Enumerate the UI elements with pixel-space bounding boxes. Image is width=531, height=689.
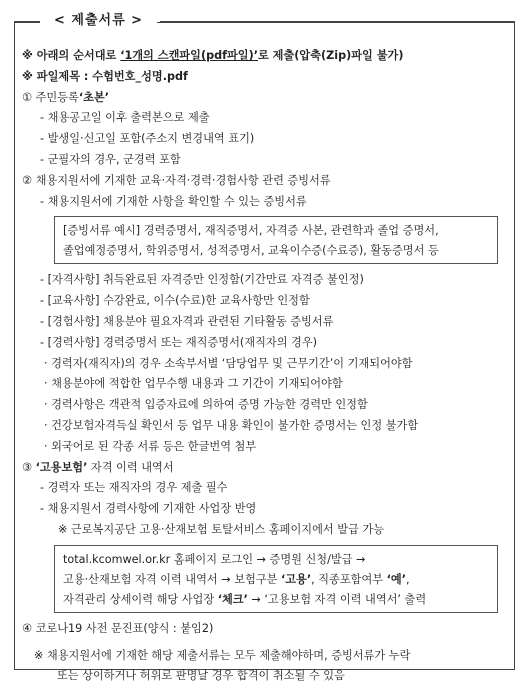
notice-file-name: ※ 파일제목 : 수험번호_성명.pdf	[22, 69, 188, 83]
career-bullet: · 외국어로 된 각종 서류 등은 한글번역 첨부	[44, 439, 257, 453]
item-1-sub: - 채용공고일 이후 출력본으로 제출	[40, 111, 210, 125]
insurance-steps-box	[54, 545, 498, 613]
insurance-step-line	[63, 590, 491, 610]
career-bullet: · 채용분야에 적합한 업무수행 내용과 그 기간이 기재되어야함	[44, 377, 343, 391]
step-text: 자격관리 상세이력 해당 사업장	[63, 592, 218, 606]
item-3-prefix: ③	[22, 460, 36, 474]
step-text: ,	[405, 572, 410, 586]
item-3	[22, 458, 510, 479]
item-1	[22, 88, 510, 109]
item-1-prefix: ① 주민등록	[22, 90, 79, 104]
insurance-step-line	[63, 570, 491, 590]
notice-highlight: ‘1개의 스캔파일(pdf파일)’	[120, 49, 258, 62]
title-rule-left	[14, 21, 40, 22]
document-content	[22, 46, 510, 687]
item-3-suffix: 자격 이력 내역서	[87, 460, 174, 474]
evidence-examples-line: [증빙서류 예시] 경력증명서, 재직증명서, 자격증 사본, 관련학과 졸업 증명서,	[63, 224, 439, 238]
step-text: → ‘고용보험 자격 이력 내역서’ 출력	[247, 592, 427, 606]
step-text: , 직종포함여부	[311, 572, 387, 586]
item-2: ② 채용지원서에 기재한 교육·자격·경력·경험사항 관련 증빙서류	[22, 173, 331, 187]
item-2-sub: - 채용지원서에 기재한 사항을 확인할 수 있는 증빙서류	[40, 194, 307, 208]
title-rule-right	[160, 21, 515, 22]
step-bold: ‘예’	[386, 572, 406, 586]
career-bullet: · 경력사항은 객관적 입증자료에 의하여 증명 가능한 경력만 인정함	[44, 398, 368, 412]
step-text: 고용·산재보험 자격 이력 내역서 → 보험구분	[63, 572, 281, 586]
item-2-sub: - [경력사항] 경력증명서 또는 재직증명서(재직자의 경우)	[40, 335, 318, 349]
section-title: < 제출서류 >	[40, 8, 157, 34]
step-bold: ‘고용’	[281, 572, 312, 586]
career-bullet: · 경력자(재직자)의 경우 소속부서별 ‘담당업무 및 근무기간’이 기재되어야함	[44, 356, 413, 370]
insurance-step-line: total.kcomwel.or.kr 홈페이지 로그인 → 증명원 신청/발급 →	[63, 552, 366, 566]
item-1-sub: - 발생일·신고일 포함(주소지 변경내역 표기)	[40, 132, 255, 146]
item-1-sub: - 군필자의 경우, 군경력 포함	[40, 152, 181, 166]
career-bullet: · 건강보험자격득실 확인서 등 업무 내용 확인이 불가한 증명서는 인정 불가함	[44, 418, 419, 432]
item-1-bold: ‘초본’	[78, 90, 109, 104]
item-3-sub: - 경력자 또는 재직자의 경우 제출 필수	[40, 481, 228, 495]
footer-note: ※ 채용지원서에 기재한 해당 제출서류는 모두 제출해야하며, 증빙서류가 누락	[34, 648, 411, 662]
step-bold: ‘체크’	[217, 592, 248, 606]
item-2-sub: - [경험사항] 채용분야 필요자격과 관련된 기타활동 증빙서류	[40, 314, 334, 328]
item-2-sub: - [교육사항] 수강완료, 이수(수료)한 교육사항만 인정함	[40, 294, 310, 308]
item-2-sub: - [자격사항] 취득완료된 자격증만 인정함(기간만료 자격증 불인정)	[40, 273, 364, 287]
notice-prefix: ※ 아래의 순서대로	[22, 49, 121, 62]
item-3-bold: ‘고용보험’	[35, 460, 88, 474]
evidence-examples-line: 졸업예정증명서, 학위증명서, 성적증명서, 교육이수증(수료증), 활동증명서 등	[63, 244, 439, 258]
footer-note: 또는 상이하거나 허위로 판명날 경우 합격이 취소될 수 있음	[57, 669, 345, 683]
notice-suffix: 로 제출(압축(Zip)파일 불가)	[257, 49, 404, 62]
item-4: ④ 코로나19 사전 문진표(양식 : 붙임2)	[22, 621, 214, 635]
item-3-sub: - 채용지원서 경력사항에 기재한 사업장 반영	[40, 502, 257, 516]
item-3-note: ※ 근로복지공단 고용·산재보험 토탈서비스 홈페이지에서 발급 가능	[58, 522, 385, 536]
evidence-examples-box	[54, 216, 498, 264]
notice-submission-format	[22, 46, 510, 67]
